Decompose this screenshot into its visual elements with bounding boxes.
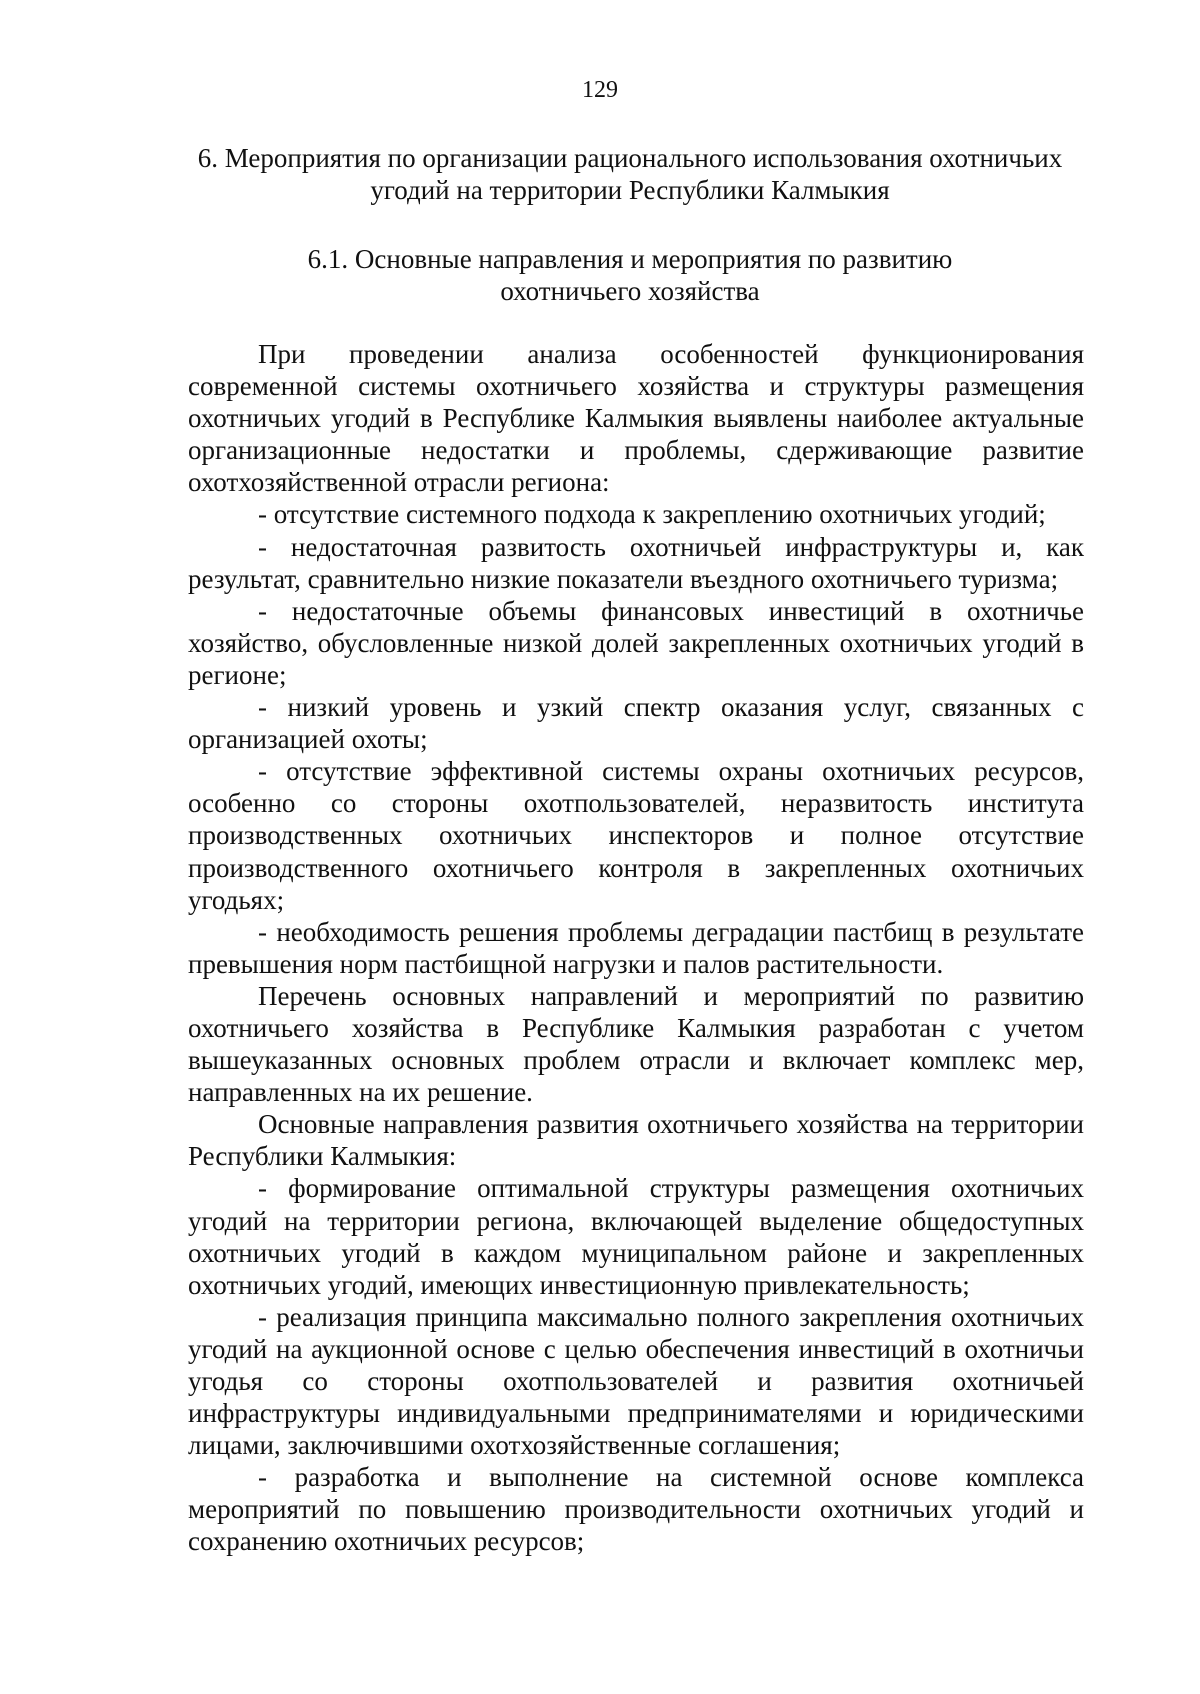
- section-heading-line-2: угодий на территории Республики Калмыкия: [370, 175, 890, 205]
- subsection-heading-line-2: охотничьего хозяйства: [500, 276, 760, 306]
- problem-list-item: - недостаточная развитость охотничьей инфраструктуры и, как результат, сравнительно низкие показатели въездного охотничьего туризма;: [188, 531, 1084, 594]
- page-number: 129: [582, 77, 618, 103]
- problem-list-item: - недостаточные объемы финансовых инвестиций в охотничье хозяйство, обусловленные низкой долей закрепленных охотничьих угодий в регионе;: [188, 595, 1084, 690]
- direction-list-item: - реализация принципа максимально полного закрепления охотничьих угодий на аукционной основе с целью обеспечения инвестиций в охотничьи угодья со стороны охотпользователей и развития охотничьей инфраструктуры индивидуальными предпринимателями и юридическими лицами, заключившими охотхозяйственные соглашения;: [188, 1301, 1084, 1461]
- subsection-heading: [170, 243, 1090, 307]
- direction-list-item: - разработка и выполнение на системной основе комплекса мероприятий по повышению производительности охотничьих угодий и сохранению охотничьих ресурсов;: [188, 1462, 1084, 1557]
- problem-list-item: - необходимость решения проблемы деградации пастбищ в результате превышения норм пастбищной нагрузки и палов растительности.: [188, 916, 1084, 979]
- direction-list-item: - формирование оптимальной структуры размещения охотничьих угодий на территории региона, включающей выделение общедоступных охотничьих угодий в каждом муниципальном районе и закрепленных охотничьих угодий, имеющих инвестиционную привлекательность;: [188, 1173, 1084, 1300]
- section-heading: [150, 142, 1110, 206]
- intro-paragraph: При проведении анализа особенностей функционирования современной системы охотничьего хозяйства и структуры размещения охотничьих угодий в Республике Калмыкия выявлены наиболее актуальные организационные недостатки и проблемы, сдерживающие развитие охотхозяйственной отрасли региона:: [188, 339, 1084, 498]
- directions-intro-paragraph: Основные направления развития охотничьего хозяйства на территории Республики Калмыкия:: [188, 1109, 1084, 1172]
- problem-list-item: - отсутствие системного подхода к закреплению охотничьих угодий;: [258, 499, 1046, 530]
- problem-list-item: - отсутствие эффективной системы охраны охотничьих ресурсов, особенно со стороны охотпользователей, неразвитость института производственных охотничьих инспекторов и полное отсутствие производственного охотничьего контроля в закрепленных охотничьих угодьях;: [188, 756, 1084, 915]
- body-text: [188, 338, 1084, 1558]
- measures-paragraph: Перечень основных направлений и мероприятий по развитию охотничьего хозяйства в Республике Калмыкия разработан с учетом вышеуказанных основных проблем отрасли и включает комплекс мер, направленных на их решение.: [188, 980, 1084, 1108]
- section-heading-line-1: 6. Мероприятия по организации рационального использования охотничьих: [197, 143, 1063, 173]
- problem-list-item: - низкий уровень и узкий спектр оказания услуг, связанных с организацией охоты;: [188, 692, 1084, 755]
- subsection-heading-line-1: 6.1. Основные направления и мероприятия по развитию: [307, 244, 953, 274]
